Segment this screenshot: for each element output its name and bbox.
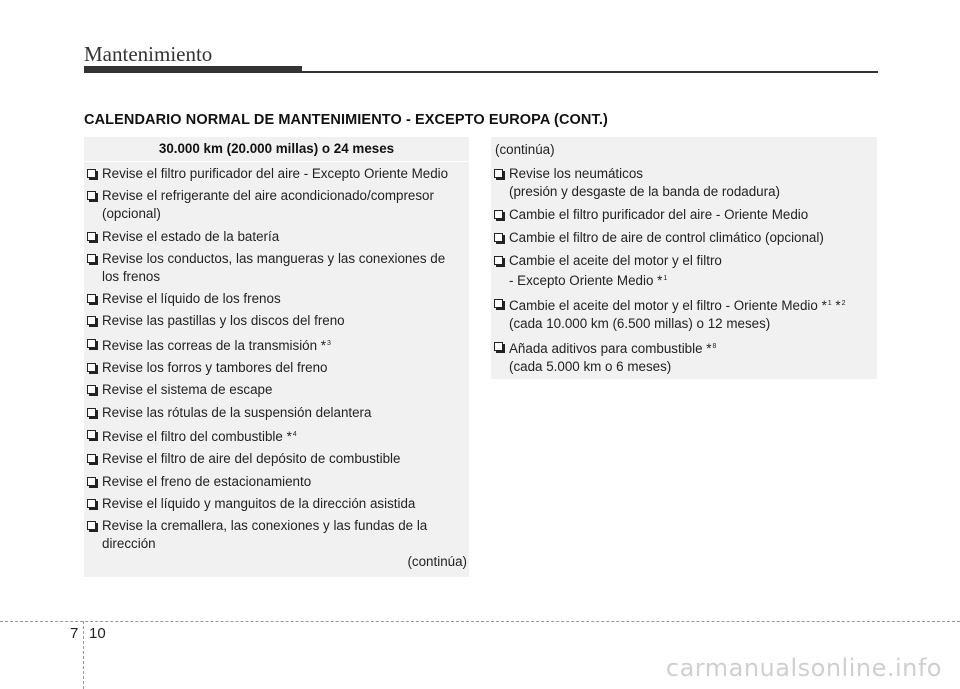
list-item: Revise el filtro purificador del aire - Excepto Oriente Medio [84,165,469,183]
checkbox-icon [494,210,503,219]
checkbox-icon [87,254,96,263]
list-item: Añada aditivos para combustible *$^8$ (cada 5.000 km o 6 meses) [491,338,877,376]
list-item: Revise el estado de la batería [84,228,469,246]
list-item: Cambie el aceite del motor y el filtro - Oriente Medio *$^1$ *$^2$ (cada 10.000 km (6.500 millas) o 12 meses) [491,295,877,333]
footnote-marker: 8 [712,343,717,350]
right-schedule-panel [491,137,877,379]
checkbox-icon [87,191,96,200]
section-title: Mantenimiento [84,42,213,66]
footnote-marker: 1 [827,300,832,307]
footnote-marker: 1 [663,275,668,282]
checkbox-icon [87,339,96,348]
list-item: Revise las pastillas y los discos del freno [84,312,469,330]
page-heading: CALENDARIO NORMAL DE MANTENIMIENTO - EXCEPTO EUROPA (CONT.) [84,112,608,128]
footer-divider [0,621,960,622]
checkbox-icon [494,256,503,265]
list-item: Revise las correas de la transmisión *$^3$ [84,335,469,355]
header-bar-thick [84,66,302,73]
list-item: Revise el freno de estacionamiento [84,473,469,491]
checkbox-icon [494,299,503,308]
checkbox-icon [494,233,503,242]
checkbox-icon [87,363,96,372]
checkbox-icon [87,169,96,178]
list-item: Revise los conductos, las mangueras y las conexiones de los frenos [84,250,469,286]
list-item: Revise el líquido de los frenos [84,290,469,308]
list-item: Revise los neumáticos (presión y desgaste de la banda de rodadura) [491,165,877,201]
list-item: Cambie el filtro de aire de control climático (opcional) [491,229,877,247]
right-checklist [491,165,877,376]
checkbox-icon [87,408,96,417]
checkbox-icon [494,169,503,178]
page-number: 10 [89,625,106,642]
footer-vertical-divider [83,621,84,689]
footnote-marker: 4 [292,430,297,438]
header-bar-thin [302,71,878,73]
list-item: Revise el filtro del combustible *$^4$ [84,426,469,446]
left-checklist [84,162,469,553]
list-item: Revise la cremallera, las conexiones y las fundas de la dirección [84,517,469,553]
checkbox-icon [87,499,96,508]
checkbox-icon [87,385,96,394]
list-item: Revise el filtro de aire del depósito de combustible [84,450,469,468]
checkbox-icon [87,521,96,530]
checkbox-icon [87,294,96,303]
left-schedule-panel [84,137,469,577]
continued-note: (continúa) [495,142,555,157]
list-item: Revise las rótulas de la suspensión delantera [84,404,469,422]
list-item: Cambie el filtro purificador del aire - Oriente Medio [491,206,877,224]
watermark: carmanualsonline.info [665,654,942,682]
checkbox-icon [87,454,96,463]
footnote-marker: 3 [327,339,331,347]
list-item: Revise los forros y tambores del freno [84,359,469,377]
list-item: Revise el refrigerante del aire acondicionado/compresor (opcional) [84,187,469,223]
list-item: Revise el líquido y manguitos de la dirección asistida [84,495,469,513]
list-item: Revise el sistema de escape [84,381,469,399]
footnote-marker: 2 [841,300,846,307]
checkbox-icon [87,430,96,439]
continued-note: (continúa) [407,554,467,569]
checkbox-icon [87,232,96,241]
checkbox-icon [87,316,96,325]
chapter-number: 7 [70,625,79,642]
list-item: Cambie el aceite del motor y el filtro - Excepto Oriente Medio *$^1$ [491,252,877,290]
checkbox-icon [494,342,503,351]
interval-title: 30.000 km (20.000 millas) o 24 meses [84,137,469,162]
checkbox-icon [87,477,96,486]
